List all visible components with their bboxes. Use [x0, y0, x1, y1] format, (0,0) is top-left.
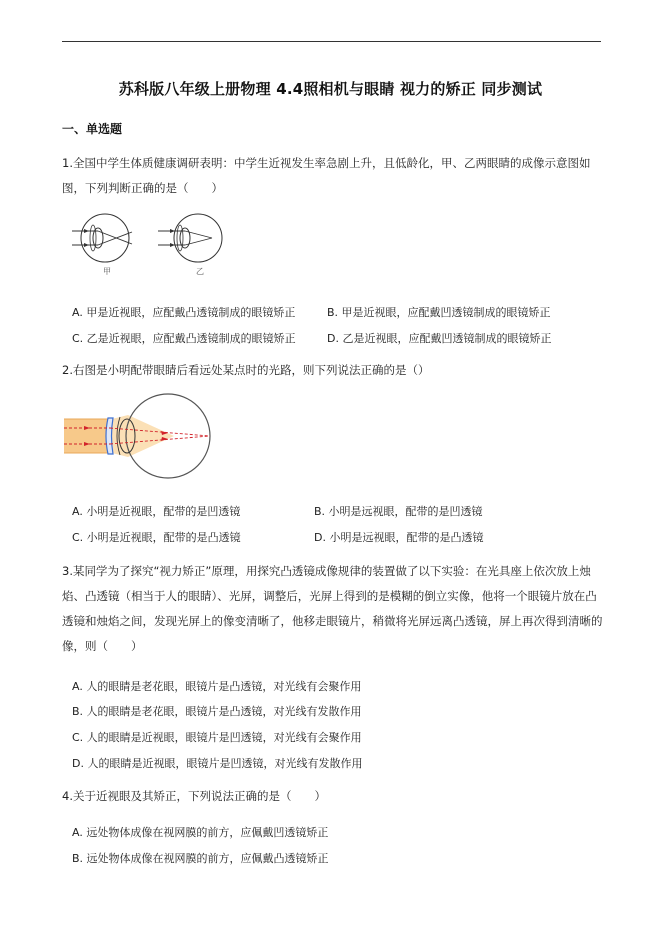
question-1-option-a[interactable]: A. 甲是近视眼，应配戴凸透镜制成的眼镜矫正 — [72, 306, 296, 319]
question-2-option-d[interactable]: D. 小明是远视眼，配带的是凸透镜 — [314, 531, 484, 544]
question-4-stem: 4.关于近视眼及其矫正，下列说法正确的是（ ） — [62, 789, 326, 803]
eye-diagram-jia — [72, 214, 132, 262]
question-2-figure — [64, 390, 214, 480]
question-3-option-d[interactable]: D. 人的眼睛是近视眼，眼镜片是凹透镜，对光线有发散作用 — [72, 757, 363, 770]
question-1-option-b[interactable]: B. 甲是近视眼，应配戴凹透镜制成的眼镜矫正 — [327, 306, 551, 319]
question-1-option-c[interactable]: C. 乙是近视眼，应配戴凸透镜制成的眼镜矫正 — [72, 332, 296, 345]
figure-label-jia: 甲 — [103, 267, 111, 276]
refracted-beam — [112, 415, 174, 457]
question-3-stem: 3.某同学为了探究“视力矫正”原理，用探究凸透镜成像规律的装置做了以下实验：在光具座上依次放上烛焰、凸透镜（相当于人的眼睛）、光屏，调整后，光屏上得到的是模糊的倒立实像，他将一个眼镜片放在凸透镜和烛焰之间，发现光屏上的像变清晰了，他移走眼镜片，稍微将光屏远离凸透镜，屏上再次得到清晰的像，则（ ） — [62, 564, 603, 653]
light-beam — [64, 419, 112, 453]
top-rule — [62, 41, 601, 42]
question-4-option-a[interactable]: A. 远处物体成像在视网膜的前方，应佩戴凹透镜矫正 — [72, 826, 329, 839]
question-2-option-b[interactable]: B. 小明是远视眼，配带的是凹透镜 — [314, 505, 483, 518]
question-2-stem: 2.右图是小明配带眼睛后看远处某点时的光路，则下列说法正确的是（） — [62, 363, 430, 377]
question-2-option-c[interactable]: C. 小明是近视眼，配带的是凸透镜 — [72, 531, 241, 544]
question-3-option-b[interactable]: B. 人的眼睛是老花眼，眼镜片是凸透镜，对光线有发散作用 — [72, 705, 362, 718]
question-1-option-d[interactable]: D. 乙是近视眼，应配戴凹透镜制成的眼镜矫正 — [327, 332, 552, 345]
eye-diagram-yi — [158, 214, 222, 262]
page-title: 苏科版八年级上册物理 4.4照相机与眼睛 视力的矫正 同步测试 — [118, 80, 543, 98]
question-1-figure — [70, 212, 250, 280]
question-4-option-b[interactable]: B. 远处物体成像在视网膜的前方，应佩戴凸透镜矫正 — [72, 852, 329, 865]
question-2-option-a[interactable]: A. 小明是近视眼，配带的是凹透镜 — [72, 505, 241, 518]
question-1-stem: 1.全国中学生体质健康调研表明：中学生近视发生率急剧上升，且低龄化，甲、乙两眼睛的成像示意图如图，下列判断正确的是（ ） — [62, 156, 591, 195]
figure-label-yi: 乙 — [196, 267, 204, 276]
glasses-lens — [106, 418, 113, 454]
question-3-option-a[interactable]: A. 人的眼睛是老花眼，眼镜片是凸透镜，对光线有会聚作用 — [72, 680, 362, 693]
question-3-option-c[interactable]: C. 人的眼睛是近视眼，眼镜片是凹透镜，对光线有会聚作用 — [72, 731, 362, 744]
section-heading: 一、单选题 — [62, 122, 123, 136]
